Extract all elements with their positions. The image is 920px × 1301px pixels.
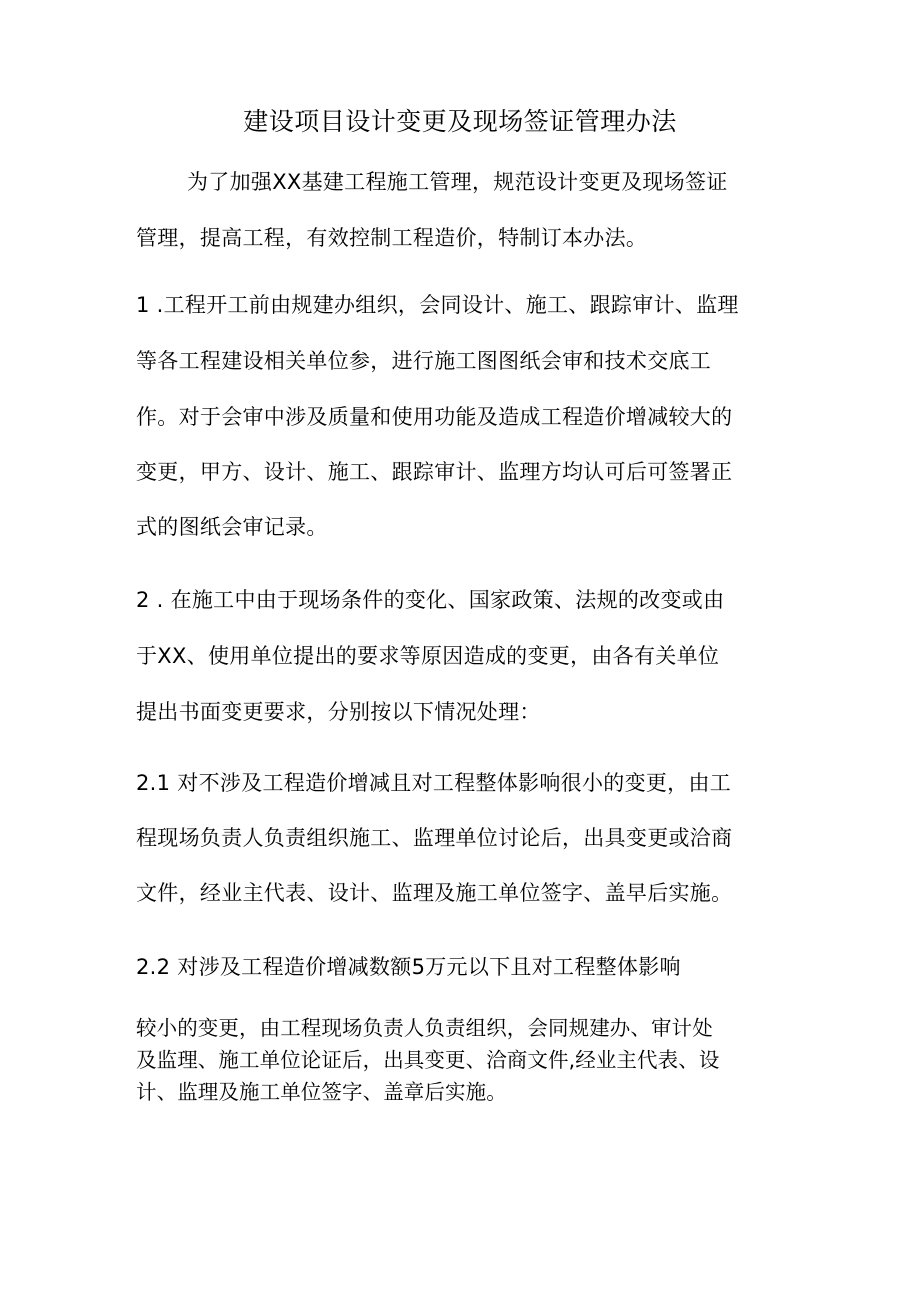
paragraph-line-item1-4: 变更，甲方、设计、施工、跟踪审计、监理方均认可后可签署正 [136, 460, 733, 484]
paragraph-line-item1-1: 1 .工程开工前由规建办组织，会同设计、施工、跟踪审计、监理 [136, 293, 739, 317]
paragraph-line-item2-3: 提出书面变更要求，分别按以下情况处理： [136, 700, 541, 724]
paragraph-line-item2-2a: 2.2 对涉及工程造价增减数额5万元以下且对工程整体影响 [136, 955, 681, 979]
paragraph-line-intro-1: 为了加强XX基建工程施工管理，规范设计变更及现场签证 [187, 170, 728, 194]
paragraph-line-item2-2b: 较小的变更，由工程现场负责人负责组织，会同规建办、审计处 [136, 1016, 713, 1040]
paragraph-line-item1-3: 作。对于会审中涉及质量和使用功能及造成工程造价增减较大的 [136, 405, 733, 429]
paragraph-line-intro-2: 管理，提高工程，有效控制工程造价，特制订本办法。 [136, 226, 648, 250]
paragraph-line-item2-2c: 及监理、施工单位论证后，出具变更、洽商文件,经业主代表、设 [136, 1048, 720, 1072]
document-title: 建设项目设计变更及现场签证管理办法 [243, 107, 677, 136]
paragraph-line-item2-1c: 文件，经业主代表、设计、监理及施工单位签字、盖早后实施。 [136, 881, 733, 905]
paragraph-line-item1-2: 等各工程建设相关单位参，进行施工图图纸会审和技术交底工 [136, 349, 712, 373]
paragraph-line-item1-5: 式的图纸会审记录。 [136, 515, 328, 539]
paragraph-line-item2-2d: 计、监理及施工单位签字、盖章后实施。 [136, 1080, 507, 1104]
paragraph-line-item2-1b: 程现场负责人负责组织施工、监理单位讨论后，出具变更或洽商 [136, 826, 733, 850]
paragraph-line-item2-1a: 2.1 对不涉及工程造价增减且对工程整体影响很小的变更，由工 [136, 771, 732, 795]
paragraph-line-item2-2: 于XX、使用单位提出的要求等原因造成的变更，由各有关单位 [136, 644, 720, 668]
paragraph-line-item2-1: 2 . 在施工中由于现场条件的变化、国家政策、法规的改变或由 [136, 588, 725, 612]
